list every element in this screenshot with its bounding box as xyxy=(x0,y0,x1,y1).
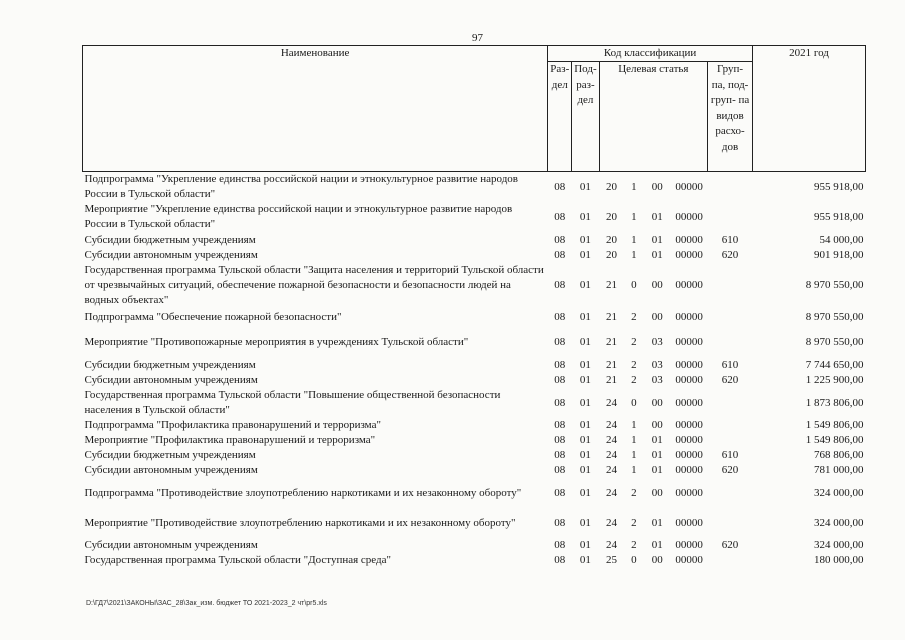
header-name: Наименование xyxy=(83,46,548,172)
cell-razdel: 08 xyxy=(554,486,566,499)
cell-c3: 01 xyxy=(651,449,663,461)
cell-c3: 00 xyxy=(651,554,663,566)
cell-c4: 00000 xyxy=(675,554,703,566)
cell-group: 620 xyxy=(721,539,739,551)
cell-razdel: 08 xyxy=(554,516,566,529)
table-row xyxy=(83,202,866,232)
budget-table xyxy=(82,45,866,568)
cell-name: Мероприятие "Противодействие злоупотреблению наркотиками и их незаконному обороту" xyxy=(84,516,516,529)
cell-group: 610 xyxy=(721,449,739,461)
cell-podrazdel: 01 xyxy=(579,464,591,476)
table-row xyxy=(83,463,866,478)
table-row xyxy=(83,553,866,568)
cell-c2: 1 xyxy=(631,449,637,461)
cell-razdel: 08 xyxy=(554,396,566,409)
cell-c4: 00000 xyxy=(675,180,703,193)
cell-group xyxy=(708,433,753,448)
cell-razdel: 08 xyxy=(554,233,566,246)
cell-group: 610 xyxy=(721,233,739,246)
cell-c4: 00000 xyxy=(675,279,703,291)
cell-c3: 00 xyxy=(651,180,663,193)
cell-amount: 955 918,00 xyxy=(814,210,864,223)
cell-razdel: 08 xyxy=(554,279,566,291)
cell-group: 620 xyxy=(721,464,739,476)
cell-amount: 8 970 550,00 xyxy=(805,335,864,348)
cell-c4: 00000 xyxy=(675,486,703,499)
cell-c1: 21 xyxy=(606,374,618,386)
cell-amount: 54 000,00 xyxy=(819,233,864,246)
cell-c1: 21 xyxy=(606,279,618,291)
cell-c4: 00000 xyxy=(675,449,703,461)
cell-c1: 24 xyxy=(606,464,618,476)
cell-c3: 00 xyxy=(651,419,663,431)
cell-podrazdel: 01 xyxy=(579,374,591,386)
cell-group: 620 xyxy=(721,374,739,386)
cell-c2: 1 xyxy=(631,233,637,246)
cell-amount: 1 549 806,00 xyxy=(805,419,864,431)
cell-c1: 25 xyxy=(606,554,618,566)
cell-c3: 01 xyxy=(651,434,663,446)
page-number: 97 xyxy=(472,32,483,44)
table-row xyxy=(83,478,866,508)
table-row xyxy=(83,326,866,358)
cell-group xyxy=(708,263,753,308)
cell-group xyxy=(708,172,753,203)
cell-name: Субсидии автономным учреждениям xyxy=(84,374,258,386)
cell-group xyxy=(708,326,753,358)
cell-c2: 2 xyxy=(631,516,637,529)
cell-podrazdel: 01 xyxy=(579,516,591,529)
cell-c2: 2 xyxy=(631,310,637,323)
cell-amount: 324 000,00 xyxy=(814,539,864,551)
cell-c1: 24 xyxy=(606,449,618,461)
cell-razdel: 08 xyxy=(554,249,566,261)
cell-c3: 01 xyxy=(651,539,663,551)
cell-c4: 00000 xyxy=(675,249,703,261)
table-row xyxy=(83,172,866,203)
cell-razdel: 08 xyxy=(554,434,566,446)
cell-amount: 768 806,00 xyxy=(814,449,864,461)
cell-name: Субсидии автономным учреждениям xyxy=(84,539,258,551)
cell-c2: 2 xyxy=(631,539,637,551)
table-body xyxy=(83,172,866,569)
cell-c2: 1 xyxy=(631,249,637,261)
header-year: 2021 год xyxy=(752,46,865,172)
cell-amount: 955 918,00 xyxy=(814,180,864,193)
cell-amount: 8 970 550,00 xyxy=(805,279,864,291)
cell-podrazdel: 01 xyxy=(579,249,591,261)
table-row xyxy=(83,418,866,433)
table-row xyxy=(83,433,866,448)
cell-group: 610 xyxy=(721,359,739,371)
cell-c4: 00000 xyxy=(675,233,703,246)
cell-razdel: 08 xyxy=(554,310,566,323)
cell-c2: 0 xyxy=(631,279,637,291)
cell-c4: 00000 xyxy=(675,335,703,348)
table-row xyxy=(83,263,866,308)
cell-c4: 00000 xyxy=(675,359,703,371)
cell-c2: 1 xyxy=(631,180,637,193)
cell-group xyxy=(708,388,753,418)
cell-c1: 24 xyxy=(606,419,618,431)
cell-c3: 00 xyxy=(651,486,663,499)
cell-amount: 324 000,00 xyxy=(814,516,864,529)
cell-amount: 1 873 806,00 xyxy=(805,396,864,409)
cell-name: Подпрограмма "Профилактика правонарушений и терроризма" xyxy=(84,419,381,431)
header-celevaya: Целевая статья xyxy=(599,62,707,172)
cell-group xyxy=(708,418,753,433)
cell-razdel: 08 xyxy=(554,464,566,476)
cell-name: Подпрограмма "Укрепление единства российской нации и этнокультурное развитие народов России в Тульской области" xyxy=(84,173,518,200)
cell-razdel: 08 xyxy=(554,449,566,461)
cell-name: Мероприятие "Профилактика правонарушений и терроризма" xyxy=(84,434,376,446)
cell-c4: 00000 xyxy=(675,464,703,476)
cell-razdel: 08 xyxy=(554,335,566,348)
cell-c3: 00 xyxy=(651,279,663,291)
file-path-footer: D:\ГД7\2021\ЗАКОНЫ\ЗАС_28\Зак_изм. бюджет ТО 2021-2023_2 чт\pr5.xls xyxy=(86,600,327,607)
cell-name: Субсидии бюджетным учреждениям xyxy=(84,233,256,246)
table-row xyxy=(83,232,866,248)
cell-amount: 781 000,00 xyxy=(814,464,864,476)
cell-c4: 00000 xyxy=(675,310,703,323)
cell-c1: 20 xyxy=(606,249,618,261)
cell-podrazdel: 01 xyxy=(579,419,591,431)
cell-c2: 0 xyxy=(631,396,637,409)
cell-amount: 901 918,00 xyxy=(814,249,864,261)
cell-podrazdel: 01 xyxy=(579,310,591,323)
cell-podrazdel: 01 xyxy=(579,180,591,193)
cell-name: Государственная программа Тульской области "Защита населения и территорий Тульской области от чрезвычайных ситуаций, обеспечение пожарной безопасности и безопасности людей на водных объектах" xyxy=(84,264,544,306)
table-row xyxy=(83,373,866,388)
cell-c1: 21 xyxy=(606,335,618,348)
cell-podrazdel: 01 xyxy=(579,359,591,371)
cell-c4: 00000 xyxy=(675,396,703,409)
cell-razdel: 08 xyxy=(554,210,566,223)
cell-podrazdel: 01 xyxy=(579,396,591,409)
table-row xyxy=(83,388,866,418)
cell-c3: 03 xyxy=(651,335,663,348)
cell-razdel: 08 xyxy=(554,180,566,193)
cell-name: Мероприятие "Укрепление единства российской нации и этнокультурное развитие народов России в Тульской области" xyxy=(84,203,513,230)
cell-c3: 01 xyxy=(651,233,663,246)
cell-c4: 00000 xyxy=(675,516,703,529)
cell-podrazdel: 01 xyxy=(579,279,591,291)
table-row xyxy=(83,358,866,373)
cell-name: Государственная программа Тульской области "Повышение общественной безопасности населения в Тульской области" xyxy=(84,389,501,416)
cell-c1: 21 xyxy=(606,310,618,323)
cell-c4: 00000 xyxy=(675,374,703,386)
cell-name: Государственная программа Тульской области "Доступная среда" xyxy=(84,554,392,566)
cell-podrazdel: 01 xyxy=(579,486,591,499)
cell-podrazdel: 01 xyxy=(579,335,591,348)
cell-razdel: 08 xyxy=(554,554,566,566)
cell-razdel: 08 xyxy=(554,539,566,551)
cell-c2: 1 xyxy=(631,434,637,446)
cell-podrazdel: 01 xyxy=(579,434,591,446)
cell-c3: 01 xyxy=(651,210,663,223)
cell-group xyxy=(708,508,753,538)
cell-c2: 2 xyxy=(631,335,637,348)
cell-c3: 00 xyxy=(651,310,663,323)
cell-name: Субсидии автономным учреждениям xyxy=(84,464,258,476)
table-row xyxy=(83,538,866,553)
cell-c3: 03 xyxy=(651,374,663,386)
cell-c1: 24 xyxy=(606,516,618,529)
cell-name: Подпрограмма "Противодействие злоупотреблению наркотиками и их незаконному обороту" xyxy=(84,486,522,499)
cell-c1: 24 xyxy=(606,539,618,551)
cell-amount: 180 000,00 xyxy=(814,554,864,566)
cell-name: Мероприятие "Противопожарные мероприятия в учреждениях Тульской области" xyxy=(84,335,469,348)
cell-c3: 01 xyxy=(651,249,663,261)
cell-name: Субсидии бюджетным учреждениям xyxy=(84,359,256,371)
cell-c3: 00 xyxy=(651,396,663,409)
cell-name: Подпрограмма "Обеспечение пожарной безопасности" xyxy=(84,310,342,323)
cell-c1: 20 xyxy=(606,233,618,246)
cell-group xyxy=(708,308,753,326)
header-gruppa: Груп- па, под- груп- па видов расхо- дов xyxy=(708,62,753,172)
cell-podrazdel: 01 xyxy=(579,449,591,461)
cell-c4: 00000 xyxy=(675,434,703,446)
table-row xyxy=(83,308,866,326)
cell-amount: 1 225 900,00 xyxy=(805,374,864,386)
cell-c1: 24 xyxy=(606,434,618,446)
cell-c1: 20 xyxy=(606,210,618,223)
cell-razdel: 08 xyxy=(554,374,566,386)
cell-c2: 1 xyxy=(631,210,637,223)
cell-c1: 24 xyxy=(606,486,618,499)
cell-c4: 00000 xyxy=(675,210,703,223)
cell-razdel: 08 xyxy=(554,359,566,371)
cell-c3: 01 xyxy=(651,464,663,476)
cell-name: Субсидии автономным учреждениям xyxy=(84,249,258,261)
cell-razdel: 08 xyxy=(554,419,566,431)
cell-podrazdel: 01 xyxy=(579,233,591,246)
cell-podrazdel: 01 xyxy=(579,539,591,551)
cell-c2: 2 xyxy=(631,374,637,386)
cell-group xyxy=(708,478,753,508)
cell-c1: 21 xyxy=(606,359,618,371)
cell-c3: 01 xyxy=(651,516,663,529)
cell-name: Субсидии бюджетным учреждениям xyxy=(84,449,256,461)
cell-c2: 1 xyxy=(631,464,637,476)
cell-c1: 24 xyxy=(606,396,618,409)
cell-podrazdel: 01 xyxy=(579,554,591,566)
table-row xyxy=(83,508,866,538)
cell-amount: 8 970 550,00 xyxy=(805,310,864,323)
header-podrazdel: Под- раз- дел xyxy=(572,62,599,172)
cell-c2: 1 xyxy=(631,419,637,431)
header-razdel: Раз- дел xyxy=(548,62,572,172)
cell-group: 620 xyxy=(721,249,739,261)
table-row xyxy=(83,248,866,263)
cell-c1: 20 xyxy=(606,180,618,193)
cell-c2: 2 xyxy=(631,359,637,371)
header-code: Код классификации xyxy=(548,46,753,62)
cell-c4: 00000 xyxy=(675,539,703,551)
cell-c3: 03 xyxy=(651,359,663,371)
cell-amount: 324 000,00 xyxy=(814,486,864,499)
cell-amount: 1 549 806,00 xyxy=(805,434,864,446)
cell-group xyxy=(708,202,753,232)
cell-c4: 00000 xyxy=(675,419,703,431)
cell-c2: 0 xyxy=(631,554,637,566)
cell-c2: 2 xyxy=(631,486,637,499)
cell-amount: 7 744 650,00 xyxy=(805,359,864,371)
cell-group xyxy=(708,553,753,568)
table-row xyxy=(83,448,866,463)
cell-podrazdel: 01 xyxy=(579,210,591,223)
